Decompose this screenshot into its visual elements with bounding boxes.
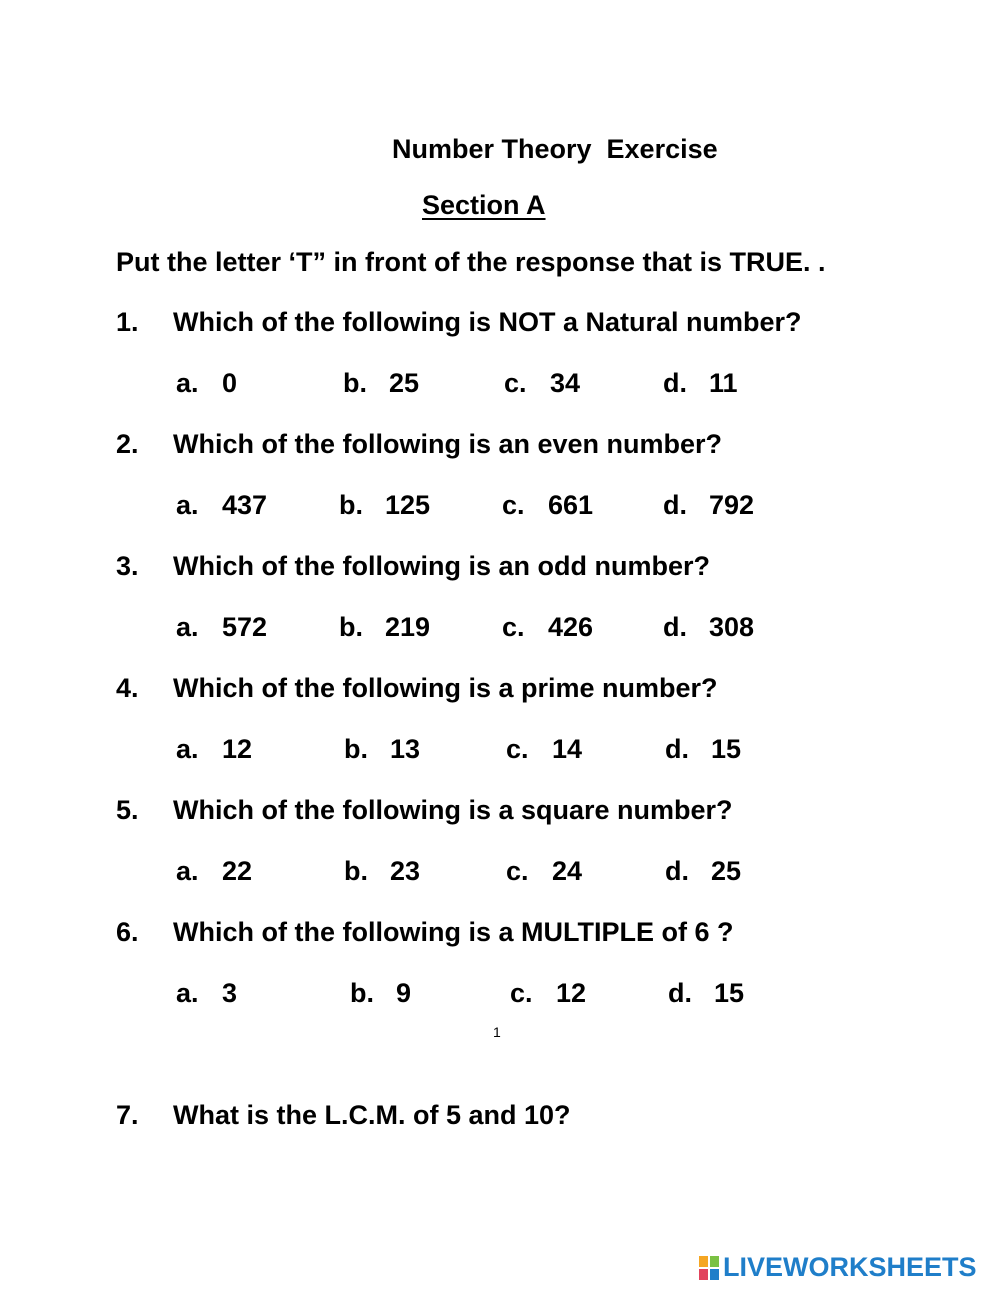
option-2b[interactable] [339, 490, 430, 521]
option-letter: c. [510, 978, 533, 1008]
option-value: 34 [550, 368, 581, 398]
question-number: 6. [116, 917, 139, 947]
question-number: 2. [116, 429, 139, 459]
option-3c[interactable] [502, 612, 593, 643]
option-4b[interactable] [344, 734, 420, 765]
question-number: 5. [116, 795, 139, 825]
question-text: Which of the following is a prime number? [173, 673, 718, 703]
option-letter: b. [339, 490, 363, 520]
question-number: 1. [116, 307, 139, 337]
option-6b[interactable] [350, 978, 411, 1009]
question-text: Which of the following is NOT a Natural number? [173, 307, 802, 337]
question-4 [116, 673, 718, 704]
question-number: 3. [116, 551, 139, 581]
option-value: 308 [709, 612, 755, 642]
option-1b[interactable] [343, 368, 419, 399]
question-number: 4. [116, 673, 139, 703]
option-value: 125 [385, 490, 431, 520]
option-value: 661 [548, 490, 594, 520]
option-letter: a. [176, 368, 199, 398]
option-letter: b. [350, 978, 374, 1008]
option-value: 426 [548, 612, 594, 642]
option-value: 15 [711, 734, 742, 764]
option-4d[interactable] [665, 734, 741, 765]
worksheet-title: Number Theory Exercise [392, 134, 718, 164]
option-letter: c. [502, 490, 525, 520]
option-letter: a. [176, 490, 199, 520]
question-7 [116, 1100, 571, 1131]
option-value: 25 [711, 856, 742, 886]
option-letter: a. [176, 978, 199, 1008]
option-value: 15 [714, 978, 745, 1008]
option-letter: c. [506, 734, 529, 764]
option-letter: d. [663, 490, 687, 520]
liveworksheets-branding[interactable] [698, 1252, 977, 1283]
option-value: 12 [222, 734, 253, 764]
option-value: 14 [552, 734, 583, 764]
question-text: Which of the following is an odd number? [173, 551, 710, 581]
question-text: Which of the following is an even number? [173, 429, 723, 459]
logo-block-orange [698, 1255, 709, 1268]
option-4a[interactable] [176, 734, 252, 765]
option-letter: a. [176, 856, 199, 886]
option-value: 219 [385, 612, 431, 642]
option-value: 24 [552, 856, 583, 886]
section-heading: Section A [422, 190, 546, 220]
option-5c[interactable] [506, 856, 582, 887]
option-value: 13 [390, 734, 421, 764]
option-letter: b. [339, 612, 363, 642]
question-6 [116, 917, 733, 948]
option-value: 0 [222, 368, 238, 398]
question-text: What is the L.C.M. of 5 and 10? [173, 1100, 571, 1130]
logo-block-red [698, 1268, 709, 1281]
question-5 [116, 795, 733, 826]
option-1a[interactable] [176, 368, 237, 399]
option-1d[interactable] [663, 368, 738, 399]
question-2 [116, 429, 722, 460]
option-value: 437 [222, 490, 268, 520]
option-5a[interactable] [176, 856, 252, 887]
option-letter: d. [665, 856, 689, 886]
brand-text: LIVEWORKSHEETS [723, 1252, 977, 1282]
logo-block-green [709, 1255, 720, 1268]
option-value: 792 [709, 490, 755, 520]
option-5d[interactable] [665, 856, 741, 887]
option-3b[interactable] [339, 612, 430, 643]
option-value: 3 [222, 978, 238, 1008]
option-letter: d. [665, 734, 689, 764]
option-5b[interactable] [344, 856, 420, 887]
option-letter: a. [176, 612, 199, 642]
option-letter: d. [668, 978, 692, 1008]
option-letter: b. [344, 856, 368, 886]
option-value: 23 [390, 856, 421, 886]
page-number: 1 [493, 1024, 501, 1040]
option-letter: c. [504, 368, 527, 398]
option-letter: a. [176, 734, 199, 764]
option-2c[interactable] [502, 490, 593, 521]
option-4c[interactable] [506, 734, 582, 765]
option-6a[interactable] [176, 978, 237, 1009]
option-3a[interactable] [176, 612, 267, 643]
option-value: 572 [222, 612, 268, 642]
option-value: 25 [389, 368, 420, 398]
option-letter: b. [343, 368, 367, 398]
option-2d[interactable] [663, 490, 754, 521]
option-value: 11 [709, 368, 738, 398]
option-letter: c. [502, 612, 525, 642]
option-letter: c. [506, 856, 529, 886]
option-value: 9 [396, 978, 412, 1008]
logo-block-blue [709, 1268, 720, 1281]
option-letter: b. [344, 734, 368, 764]
liveworksheets-logo-icon [698, 1255, 720, 1281]
option-letter: d. [663, 612, 687, 642]
question-text: Which of the following is a MULTIPLE of 6 ? [173, 917, 734, 947]
option-value: 12 [556, 978, 587, 1008]
option-2a[interactable] [176, 490, 267, 521]
option-letter: d. [663, 368, 687, 398]
question-1 [116, 307, 802, 338]
option-6d[interactable] [668, 978, 744, 1009]
option-3d[interactable] [663, 612, 754, 643]
option-6c[interactable] [510, 978, 586, 1009]
question-number: 7. [116, 1100, 139, 1130]
question-3 [116, 551, 710, 582]
option-value: 22 [222, 856, 253, 886]
instruction-text: Put the letter ‘T” in front of the response that is TRUE. . [116, 247, 826, 277]
question-text: Which of the following is a square number? [173, 795, 733, 825]
option-1c[interactable] [504, 368, 580, 399]
